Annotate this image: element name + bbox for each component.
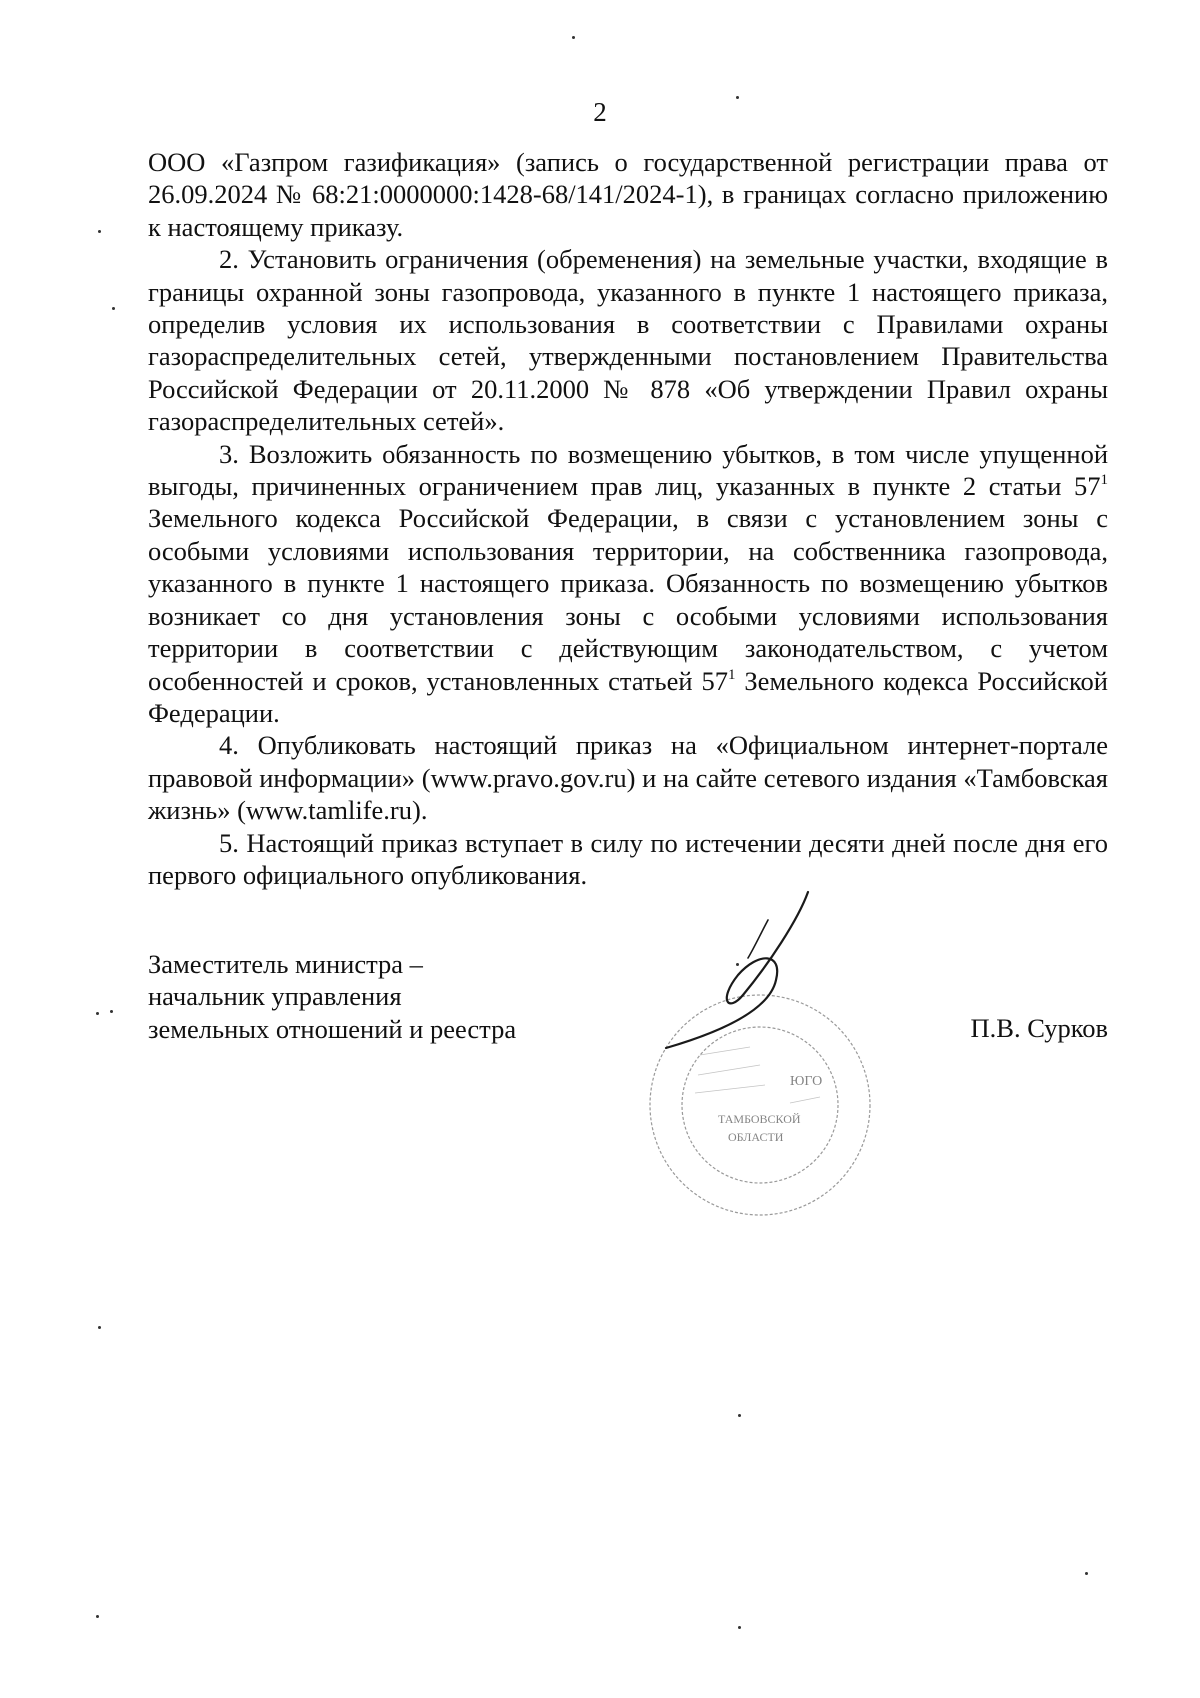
superscript-2: 1	[727, 666, 736, 683]
signatory-position	[148, 948, 668, 1045]
svg-text:ТАМБОВСКОЙ: ТАМБОВСКОЙ	[718, 1112, 801, 1126]
signatory-position-line: начальник управления	[148, 981, 402, 1012]
paragraph-item-2: 2. Установить ограничения (обременения) на земельные участки, входящие в границы охранной зоны газопровода, указанного в пункте 1 настоящего приказа, определив условия их использования в соответствии с Правилами охраны газораспределительных сетей, утвержденными постановлением Правительства Российской Федерации от 20.11.2000 № 878 «Об утверждении Правил охраны газораспределительных сетей».	[148, 244, 1108, 437]
svg-text:ОБЛАСТИ: ОБЛАСТИ	[728, 1130, 784, 1144]
paragraph-continuation: ООО «Газпром газификация» (запись о государственной регистрации права от 26.09.2024 № 68:21:0000000:1428-68/141/2024-1), в границах согласно приложению к настоящему приказу.	[148, 147, 1108, 242]
svg-text:ЮГО: ЮГО	[790, 1074, 823, 1089]
signatory-position-line: Заместитель министра –	[148, 949, 423, 979]
stamp-text	[718, 1074, 822, 1144]
superscript-1: 1	[1100, 472, 1108, 489]
handwritten-signature	[648, 880, 838, 1055]
paragraph-item-4: 4. Опубликовать настоящий приказ на «Официальном интернет-портале правовой информации» (www.pravo.gov.ru) и на сайте сетевого издания «Тамбовская жизнь» (www.tamlife.ru).	[148, 730, 1108, 826]
paragraph-item-3-part-1: 3. Возложить обязанность по возмещению убытков, в том числе упущенной выгоды, причиненных ограничением прав лиц, указанных в пункте 2 статьи 57	[148, 438, 1108, 502]
page-number: 2	[593, 97, 607, 127]
paragraph-item-3-part-3: Земельного кодекса Российской Федерации.	[148, 665, 1108, 728]
paragraph-item-3-part-2: Земельного кодекса Российской Федерации, в связи с установлением зоны с особыми условиями использования территории, на собственника газопровода, указанного в пункте 1 настоящего приказа. Обязанность по возмещению убытков возникает со дня установления зоны с особыми условиями использования территории в соответствии с действующим законодательством, с учетом особенностей и сроков, установленных статьей 57	[148, 503, 1108, 696]
paragraph-item-3	[148, 438, 1108, 730]
document-body	[148, 146, 1108, 891]
paragraph-item-5: 5. Настоящий приказ вступает в силу по истечении десяти дней после дня его первого официального опубликования.	[148, 827, 1108, 890]
signatory-name: П.В. Сурков	[970, 1013, 1108, 1043]
signatory-position-line: земельных отношений и реестра	[148, 1013, 517, 1044]
